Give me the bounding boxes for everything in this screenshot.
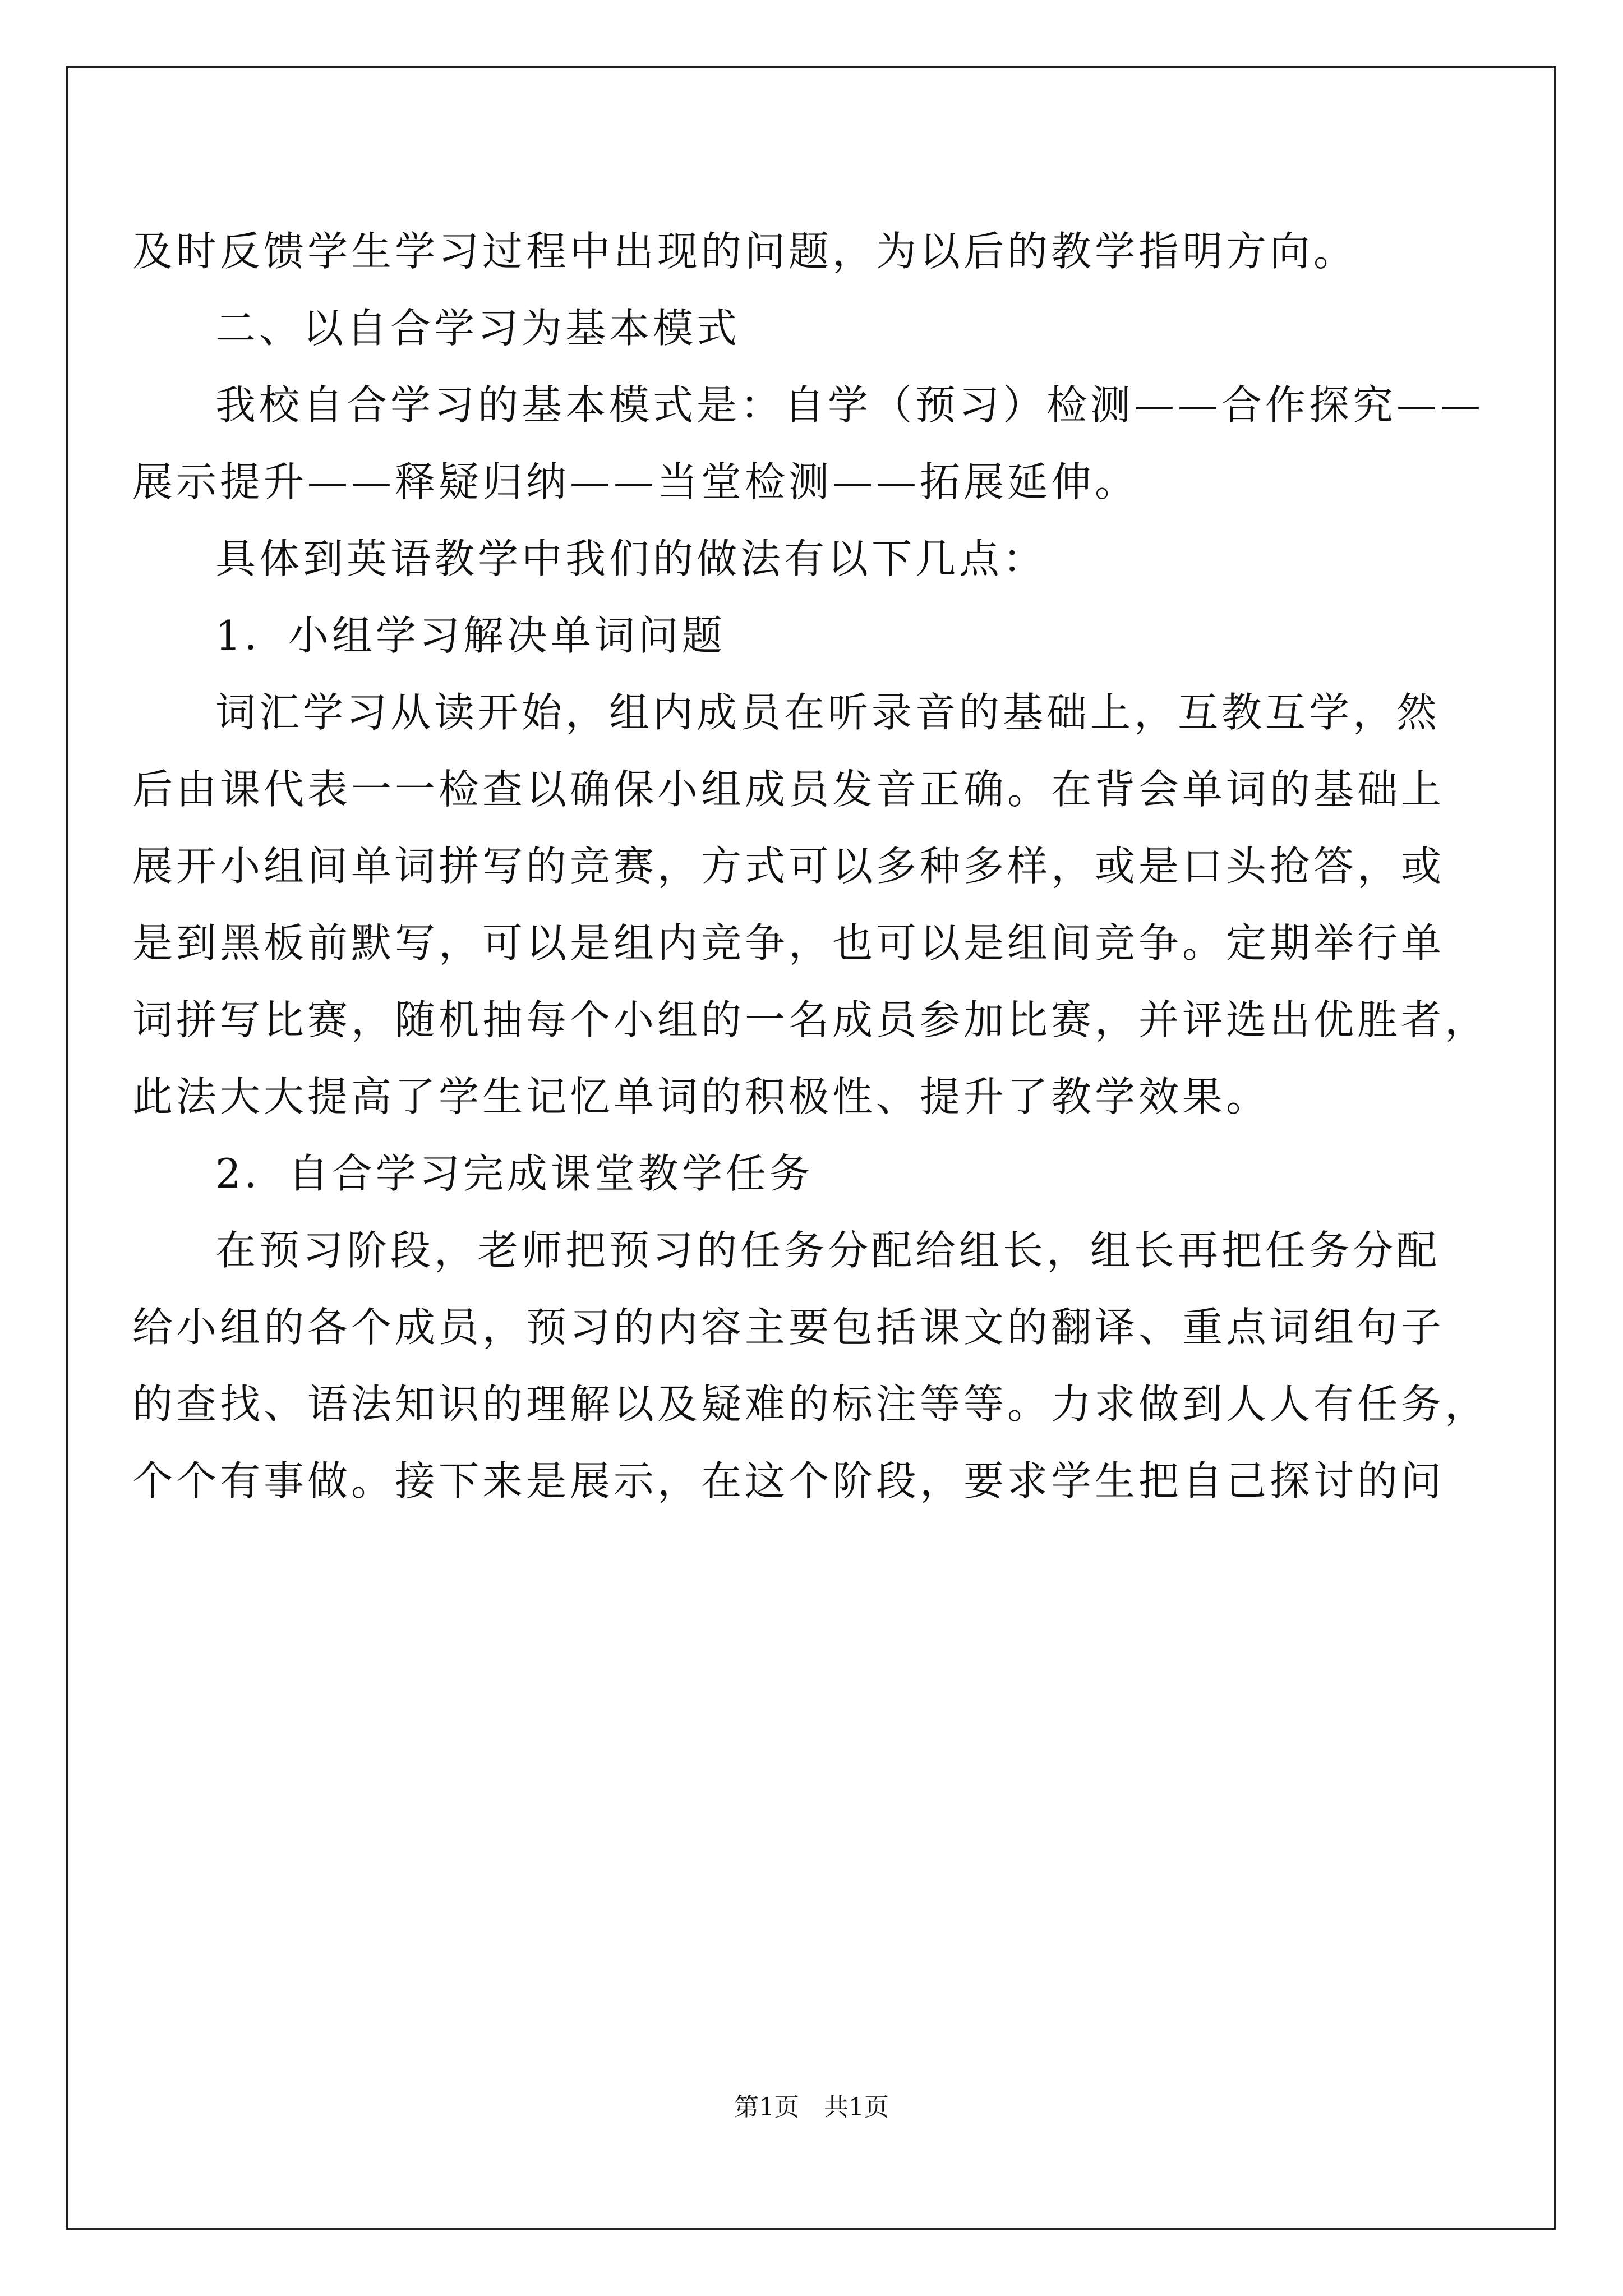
text-line: 我校自合学习的基本模式是：自学（预习）检测——合作探究—— xyxy=(215,381,1484,429)
text-line: 展示提升——释疑归纳——当堂检测——拓展延伸。 xyxy=(132,458,1139,505)
page-footer: 第1页 共1页 xyxy=(734,2093,889,2122)
text-line: 此法大大提高了学生记忆单词的积极性、提升了教学效果。 xyxy=(132,1073,1270,1120)
text-line: 是到黑板前默写，可以是组内竞争，也可以是组间竞争。定期举行单 xyxy=(132,919,1445,967)
text-line: 后由课代表一一检查以确保小组成员发音正确。在背会单词的基础上 xyxy=(132,766,1445,813)
text-line: 展开小组间单词拼写的竞赛，方式可以多种多样，或是口头抢答，或 xyxy=(132,843,1445,890)
text-line: 的查找、语法知识的理解以及疑难的标注等等。力求做到人人有任务， xyxy=(132,1381,1489,1428)
subsection-heading: 2．自合学习完成课堂教学任务 xyxy=(215,1150,813,1197)
section-heading: 二、以自合学习为基本模式 xyxy=(215,305,741,352)
subsection-heading: 1．小组学习解决单词问题 xyxy=(215,612,726,659)
document-body xyxy=(132,213,1493,1520)
text-line: 个个有事做。接下来是展示，在这个阶段，要求学生把自己探讨的问 xyxy=(132,1457,1445,1504)
text-line: 给小组的各个成员，预习的内容主要包括课文的翻译、重点词组句子 xyxy=(132,1304,1445,1351)
text-line: 及时反馈学生学习过程中出现的问题，为以后的教学指明方向。 xyxy=(132,228,1358,275)
text-line: 词汇学习从读开始，组内成员在听录音的基础上，互教互学，然 xyxy=(215,689,1441,736)
text-line: 在预习阶段，老师把预习的任务分配给组长，组长再把任务分配 xyxy=(215,1227,1441,1274)
text-line: 词拼写比赛，随机抽每个小组的一名成员参加比赛，并评选出优胜者， xyxy=(132,996,1489,1043)
text-line: 具体到英语教学中我们的做法有以下几点： xyxy=(215,535,1047,582)
